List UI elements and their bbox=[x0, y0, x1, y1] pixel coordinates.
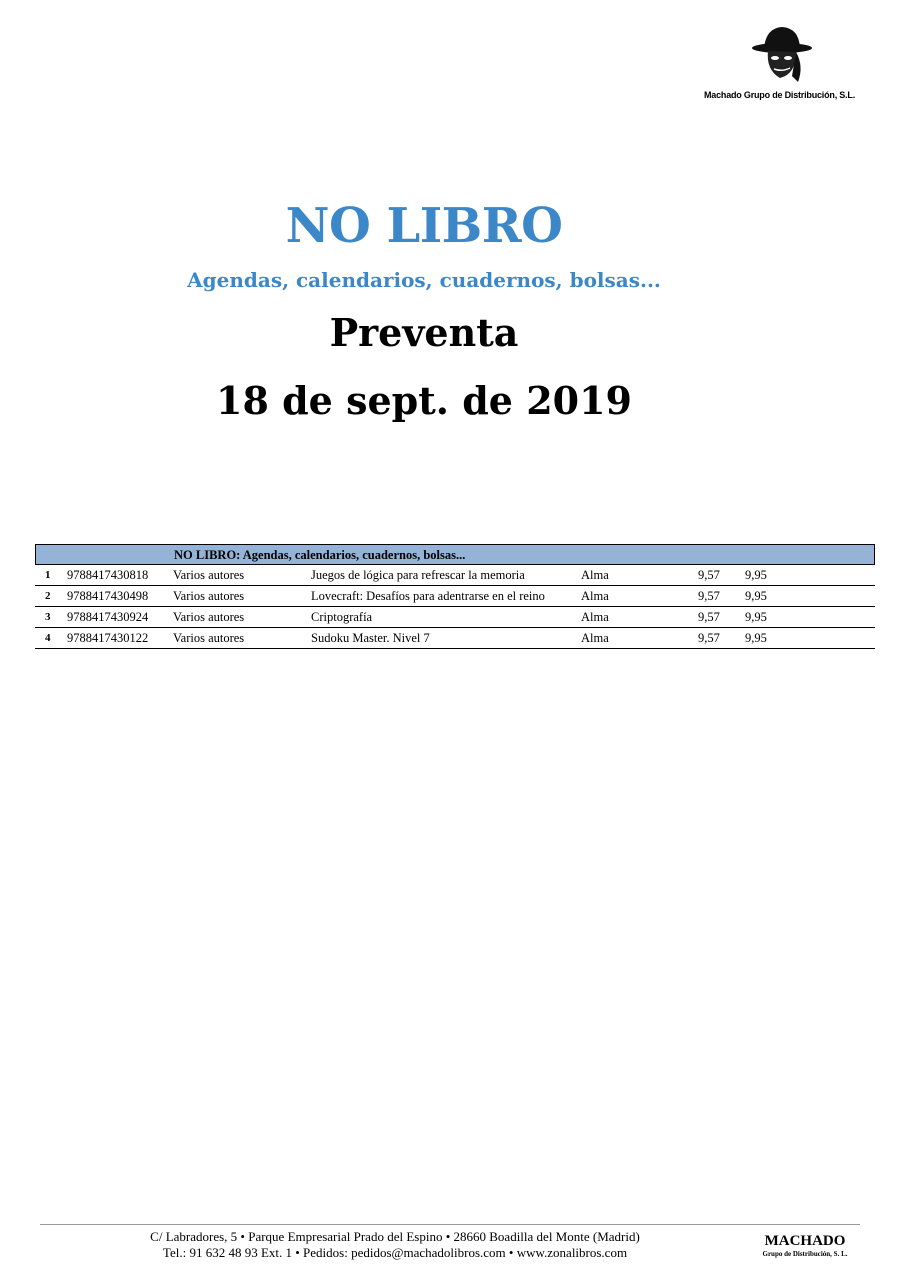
row-publisher: Alma bbox=[581, 631, 609, 645]
footer-address-block bbox=[80, 1229, 710, 1261]
table-row bbox=[35, 565, 875, 586]
row-price-pvp: 9,95 bbox=[745, 610, 767, 624]
table-row bbox=[35, 628, 875, 649]
row-price-pvp: 9,95 bbox=[745, 589, 767, 603]
footer-brand-name: MACHADO bbox=[764, 1233, 846, 1249]
row-number: 2 bbox=[45, 590, 51, 602]
row-publisher: Alma bbox=[581, 568, 609, 582]
row-title: Lovecraft: Desafíos para adentrarse en el reino bbox=[311, 589, 545, 603]
row-author: Varios autores bbox=[173, 589, 245, 603]
row-author: Varios autores bbox=[173, 631, 245, 645]
row-isbn: 9788417430924 bbox=[67, 610, 149, 624]
row-isbn: 9788417430498 bbox=[67, 589, 149, 603]
logo-caption: Machado Grupo de Distribución, S.L. bbox=[704, 90, 856, 100]
footer-brand-sub: Grupo de Distribución, S. L. bbox=[762, 1250, 848, 1258]
row-price-net: 9,57 bbox=[698, 568, 720, 582]
footer-brand bbox=[750, 1233, 860, 1258]
row-title: Sudoku Master. Nivel 7 bbox=[311, 631, 430, 645]
presale-date: 18 de sept. de 2019 bbox=[216, 378, 632, 423]
row-price-pvp: 9,95 bbox=[745, 631, 767, 645]
footer-contact: Tel.: 91 632 48 93 Ext. 1 • Pedidos: pedidos@machadolibros.com • www.zonalibros.com bbox=[162, 1245, 628, 1260]
section-header bbox=[35, 544, 875, 565]
presale-label: Preventa bbox=[329, 310, 519, 355]
row-price-net: 9,57 bbox=[698, 610, 720, 624]
row-publisher: Alma bbox=[581, 610, 609, 624]
page-title: NO LIBRO bbox=[285, 198, 563, 254]
page-subtitle: Agendas, calendarios, cuadernos, bolsas... bbox=[187, 268, 661, 292]
row-title: Criptografía bbox=[311, 610, 373, 624]
table-row bbox=[35, 607, 875, 628]
footer-address: C/ Labradores, 5 • Parque Empresarial Prado del Espino • 28660 Boadilla del Monte (Madrid) bbox=[150, 1229, 640, 1244]
row-author: Varios autores bbox=[173, 610, 245, 624]
company-logo bbox=[704, 22, 856, 102]
row-title: Juegos de lógica para refrescar la memoria bbox=[311, 568, 525, 582]
section-header-label: NO LIBRO: Agendas, calendarios, cuadernos, bolsas... bbox=[174, 548, 466, 562]
row-number: 3 bbox=[45, 611, 51, 623]
row-price-net: 9,57 bbox=[698, 631, 720, 645]
footer-divider bbox=[40, 1224, 860, 1225]
row-publisher: Alma bbox=[581, 589, 609, 603]
row-isbn: 9788417430122 bbox=[67, 631, 149, 645]
table-row bbox=[35, 586, 875, 607]
row-number: 1 bbox=[45, 569, 51, 581]
row-price-net: 9,57 bbox=[698, 589, 720, 603]
catalog-table bbox=[35, 544, 875, 649]
row-author: Varios autores bbox=[173, 568, 245, 582]
row-isbn: 9788417430818 bbox=[67, 568, 149, 582]
row-number: 4 bbox=[45, 632, 51, 644]
hat-man-logo-icon bbox=[704, 22, 852, 88]
row-price-pvp: 9,95 bbox=[745, 568, 767, 582]
